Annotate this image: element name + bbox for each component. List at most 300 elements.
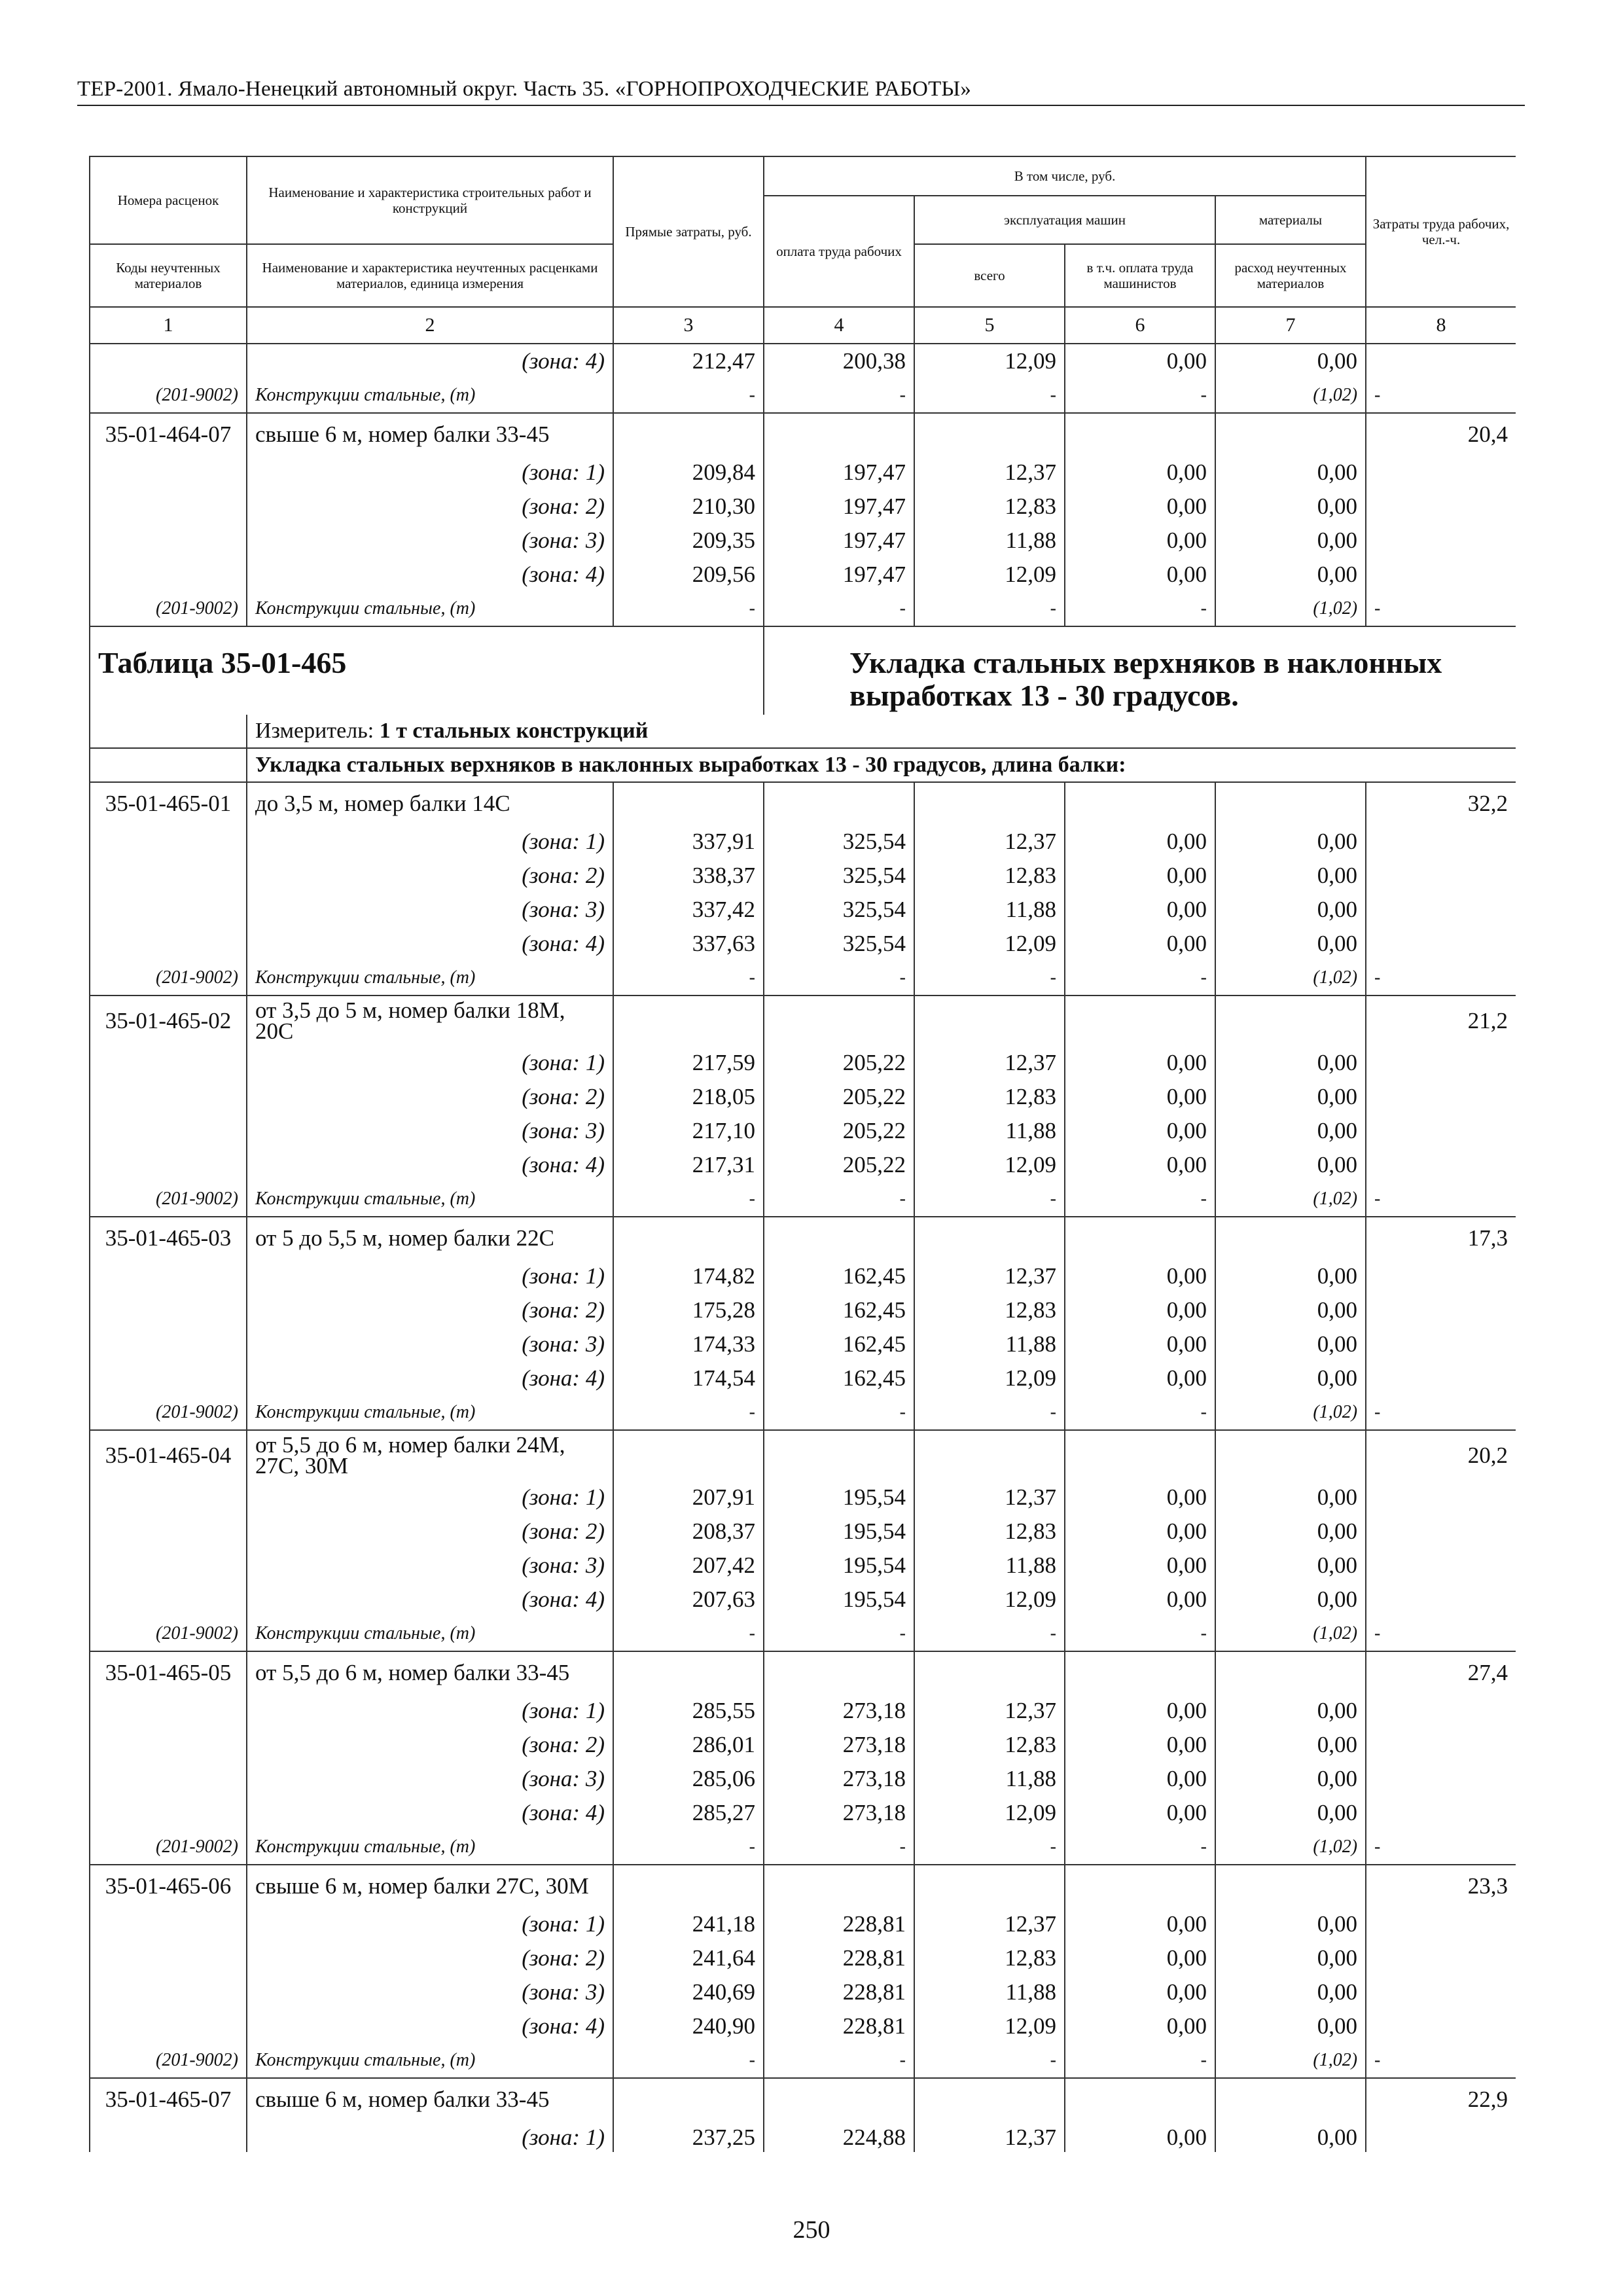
zone-row [90,1327,1516,1361]
dash: - [764,592,914,626]
zone-row [90,1515,1516,1549]
material-row [90,1830,1516,1865]
machinist-pay: 0,00 [1065,825,1215,859]
col-head-kody: Коды неучтенных материалов [90,244,247,307]
material-name: Конструкции стальные, (т) [247,1182,613,1217]
entry-header-row [90,1865,1516,1907]
material-name: Конструкции стальные, (т) [247,961,613,996]
col-head-materialy: материалы [1215,196,1366,244]
zone-label: (зона: 1) [247,1480,613,1515]
direct-cost: 207,42 [613,1549,764,1583]
direct-cost: 207,63 [613,1583,764,1617]
machinist-pay: 0,00 [1065,1515,1215,1549]
material-qty: (1,02) [1215,1395,1366,1430]
zone-row [90,456,1516,490]
dash: - [764,1395,914,1430]
entry-header-row [90,2078,1516,2121]
measure-row [90,715,1516,748]
material-qty: (1,02) [1215,1830,1366,1865]
zone-row [90,1762,1516,1796]
material-qty: (1,02) [1215,378,1366,413]
machinist-pay: 0,00 [1065,1480,1215,1515]
dash: - [1065,592,1215,626]
material-name: Конструкции стальные, (т) [247,592,613,626]
zone-label: (зона: 1) [247,1046,613,1080]
labor-hours: 21,2 [1366,996,1516,1046]
dash: - [613,378,764,413]
direct-cost: 337,42 [613,893,764,927]
zone-label: (зона: 1) [247,2121,613,2152]
direct-cost: 174,82 [613,1259,764,1293]
direct-cost: 209,35 [613,524,764,558]
zone-row [90,1728,1516,1762]
material-code: (201-9002) [90,592,247,626]
labor-pay: 195,54 [764,1549,914,1583]
machinist-pay: 0,00 [1065,1907,1215,1941]
entry-header-row [90,1651,1516,1694]
direct-cost: 209,56 [613,558,764,592]
machinist-pay: 0,00 [1065,1114,1215,1148]
machinist-pay: 0,00 [1065,1796,1215,1830]
dash: - [613,592,764,626]
dash: - [1065,1395,1215,1430]
dash: - [613,1830,764,1865]
labor-pay: 197,47 [764,490,914,524]
dash: - [613,1395,764,1430]
labor-pay: 162,45 [764,1327,914,1361]
dash: - [1366,1830,1516,1865]
table-head [90,156,1516,344]
zone-label: (зона: 1) [247,1694,613,1728]
machinist-pay: 0,00 [1065,1549,1215,1583]
table-number: Таблица 35-01-465 [90,626,764,715]
rate-name: свыше 6 м, номер балки 33-45 [247,2078,613,2121]
labor-pay: 162,45 [764,1259,914,1293]
direct-cost: 217,10 [613,1114,764,1148]
direct-cost: 212,47 [613,344,764,378]
labor-pay: 205,22 [764,1148,914,1182]
labor-pay: 195,54 [764,1480,914,1515]
zone-label: (зона: 1) [247,825,613,859]
col-num: 1 [90,307,247,344]
material-row [90,1182,1516,1217]
material-row [90,2043,1516,2078]
rate-code: 35-01-464-07 [90,413,247,456]
col-num: 6 [1065,307,1215,344]
machinist-pay: 0,00 [1065,1046,1215,1080]
rate-name: от 3,5 до 5 м, номер балки 18М, 20С [247,996,613,1046]
direct-cost: 174,33 [613,1327,764,1361]
materials: 0,00 [1215,558,1366,592]
table-description: Укладка стальных верхняков в наклонных выработках 13 - 30 градусов. [764,626,1516,715]
dash: - [764,1182,914,1217]
col-head-zatraty: Затраты труда рабочих, чел.-ч. [1366,156,1516,307]
zone-row [90,1293,1516,1327]
section-title: Укладка стальных верхняков в наклонных выработках 13 - 30 градусов, длина балки: [247,748,1516,782]
zone-label: (зона: 2) [247,1293,613,1327]
material-code: (201-9002) [90,961,247,996]
dash: - [1366,1182,1516,1217]
rate-code: 35-01-465-04 [90,1430,247,1480]
dash: - [914,1830,1065,1865]
materials: 0,00 [1215,1515,1366,1549]
zone-label: (зона: 2) [247,490,613,524]
material-qty: (1,02) [1215,592,1366,626]
machine-total: 12,37 [914,2121,1065,2152]
direct-cost: 337,63 [613,927,764,961]
machine-total: 11,88 [914,1762,1065,1796]
machinist-pay: 0,00 [1065,1293,1215,1327]
rate-code: 35-01-465-06 [90,1865,247,1907]
machinist-pay: 0,00 [1065,2009,1215,2043]
section-title-row [90,748,1516,782]
col-num: 8 [1366,307,1516,344]
dash: - [764,1617,914,1651]
zone-label: (зона: 3) [247,893,613,927]
dash: - [764,961,914,996]
zone-label: (зона: 2) [247,859,613,893]
materials: 0,00 [1215,1259,1366,1293]
labor-pay: 162,45 [764,1293,914,1327]
direct-cost: 338,37 [613,859,764,893]
zone-row [90,1080,1516,1114]
materials: 0,00 [1215,1583,1366,1617]
material-qty: (1,02) [1215,2043,1366,2078]
machinist-pay: 0,00 [1065,1148,1215,1182]
dash: - [914,1182,1065,1217]
zone-label: (зона: 4) [247,1148,613,1182]
zone-label: (зона: 3) [247,1975,613,2009]
rate-code: 35-01-465-02 [90,996,247,1046]
measure-prefix: Измеритель: [255,719,374,743]
labor-pay: 325,54 [764,859,914,893]
zone-row [90,558,1516,592]
labor-hours: 27,4 [1366,1651,1516,1694]
entry-header-row [90,1430,1516,1480]
direct-cost: 240,90 [613,2009,764,2043]
machine-total: 12,09 [914,2009,1065,2043]
machine-total: 12,09 [914,1148,1065,1182]
zone-label: (зона: 4) [247,1583,613,1617]
zone-label: (зона: 1) [247,1907,613,1941]
col-num: 4 [764,307,914,344]
dash: - [914,378,1065,413]
zone-row [90,1583,1516,1617]
machine-total: 12,83 [914,1515,1065,1549]
material-name: Конструкции стальные, (т) [247,1830,613,1865]
materials: 0,00 [1215,1694,1366,1728]
dash: - [1366,961,1516,996]
zone-label: (зона: 2) [247,1728,613,1762]
material-qty: (1,02) [1215,961,1366,996]
dash: - [613,1182,764,1217]
materials: 0,00 [1215,893,1366,927]
machinist-pay: 0,00 [1065,1694,1215,1728]
labor-pay: 228,81 [764,2009,914,2043]
machinist-pay: 0,00 [1065,344,1215,378]
machinist-pay: 0,00 [1065,1327,1215,1361]
machinist-pay: 0,00 [1065,1080,1215,1114]
labor-pay: 205,22 [764,1114,914,1148]
zone-label: (зона: 4) [247,1361,613,1395]
zone-label: (зона: 4) [247,558,613,592]
material-qty: (1,02) [1215,1182,1366,1217]
materials: 0,00 [1215,1046,1366,1080]
dash: - [1065,961,1215,996]
dash: - [613,961,764,996]
materials: 0,00 [1215,1080,1366,1114]
zone-row [90,1046,1516,1080]
zone-row [90,927,1516,961]
labor-pay: 197,47 [764,558,914,592]
materials: 0,00 [1215,1114,1366,1148]
direct-cost: 286,01 [613,1728,764,1762]
col-num: 2 [247,307,613,344]
materials: 0,00 [1215,1293,1366,1327]
price-table [89,156,1516,2152]
material-qty: (1,02) [1215,1617,1366,1651]
col-head-naim2: Наименование и характеристика неучтенных расценками материалов, единица измерения [247,244,613,307]
materials: 0,00 [1215,1480,1366,1515]
dash: - [613,1617,764,1651]
col-head-v-tom-chisle: В том числе, руб. [764,156,1366,196]
col-num: 5 [914,307,1065,344]
col-head-naim: Наименование и характеристика строительных работ и конструкций [247,156,613,244]
machinist-pay: 0,00 [1065,558,1215,592]
zone-row [90,490,1516,524]
materials: 0,00 [1215,1327,1366,1361]
running-header: ТЕР-2001. Ямало-Ненецкий автономный округ. Часть 35. «ГОРНОПРОХОДЧЕСКИЕ РАБОТЫ» [77,77,972,101]
labor-pay: 273,18 [764,1762,914,1796]
zone-row [90,1480,1516,1515]
labor-hours: 23,3 [1366,1865,1516,1907]
dash: - [764,2043,914,2078]
col-head-nomera: Номера расценок [90,156,247,244]
direct-cost: 241,18 [613,1907,764,1941]
machinist-pay: 0,00 [1065,1728,1215,1762]
entry-header-row [90,413,1516,456]
material-row [90,378,1516,413]
labor-pay: 228,81 [764,1941,914,1975]
materials: 0,00 [1215,490,1366,524]
dash: - [613,2043,764,2078]
zone-label: (зона: 4) [247,344,613,378]
zone-label: (зона: 3) [247,1549,613,1583]
direct-cost: 217,59 [613,1046,764,1080]
zone-label: (зона: 1) [247,1259,613,1293]
materials: 0,00 [1215,1796,1366,1830]
zone-label: (зона: 4) [247,927,613,961]
direct-cost: 337,91 [613,825,764,859]
material-row [90,592,1516,626]
machine-total: 11,88 [914,893,1065,927]
machine-total: 12,83 [914,859,1065,893]
material-code: (201-9002) [90,2043,247,2078]
materials: 0,00 [1215,1762,1366,1796]
materials: 0,00 [1215,1361,1366,1395]
machine-total: 11,88 [914,1114,1065,1148]
zone-row [90,1361,1516,1395]
direct-cost: 218,05 [613,1080,764,1114]
labor-pay: 162,45 [764,1361,914,1395]
zone-row [90,1907,1516,1941]
labor-hours: 17,3 [1366,1217,1516,1259]
direct-cost: 175,28 [613,1293,764,1327]
machine-total: 12,37 [914,456,1065,490]
materials: 0,00 [1215,1975,1366,2009]
table-title-row [90,626,1516,715]
rate-name: свыше 6 м, номер балки 27С, 30М [247,1865,613,1907]
machine-total: 12,37 [914,825,1065,859]
labor-pay: 228,81 [764,1975,914,2009]
machinist-pay: 0,00 [1065,1361,1215,1395]
machine-total: 12,37 [914,1907,1065,1941]
rate-name: свыше 6 м, номер балки 33-45 [247,413,613,456]
col-head-vsego: всего [914,244,1065,307]
machinist-pay: 0,00 [1065,1259,1215,1293]
measure-line [247,715,1516,748]
dash: - [1366,2043,1516,2078]
zone-row [90,1975,1516,2009]
labor-pay: 325,54 [764,927,914,961]
zone-label: (зона: 3) [247,1327,613,1361]
price-table-container [89,156,1516,2152]
direct-cost: 209,84 [613,456,764,490]
zone-label: (зона: 2) [247,1080,613,1114]
table-body [90,344,1516,2152]
dash: - [914,1617,1065,1651]
material-name: Конструкции стальные, (т) [247,378,613,413]
entry-header-row [90,996,1516,1046]
machinist-pay: 0,00 [1065,1975,1215,2009]
direct-cost: 285,55 [613,1694,764,1728]
machine-total: 12,83 [914,490,1065,524]
material-code: (201-9002) [90,1830,247,1865]
machine-total: 12,83 [914,1293,1065,1327]
dash: - [1366,1395,1516,1430]
zone-row [90,1694,1516,1728]
machine-total: 12,83 [914,1728,1065,1762]
col-head-ekspl: эксплуатация машин [914,196,1215,244]
machinist-pay: 0,00 [1065,859,1215,893]
dash: - [1065,1182,1215,1217]
machinist-pay: 0,00 [1065,490,1215,524]
direct-cost: 174,54 [613,1361,764,1395]
col-num: 3 [613,307,764,344]
direct-cost: 217,31 [613,1148,764,1182]
machine-total: 12,37 [914,1046,1065,1080]
zone-label: (зона: 3) [247,1762,613,1796]
direct-cost: 210,30 [613,490,764,524]
machinist-pay: 0,00 [1065,524,1215,558]
machinist-pay: 0,00 [1065,1941,1215,1975]
material-code: (201-9002) [90,1182,247,1217]
machine-total: 12,09 [914,1583,1065,1617]
zone-row [90,893,1516,927]
col-head-rashod: расход неучтенных материалов [1215,244,1366,307]
labor-pay: 197,47 [764,524,914,558]
col-num: 7 [1215,307,1366,344]
measure-unit: 1 т стальных конструкций [379,719,649,743]
machine-total: 11,88 [914,1327,1065,1361]
machine-total: 12,09 [914,1796,1065,1830]
page-number: 250 [793,2216,830,2244]
materials: 0,00 [1215,2009,1366,2043]
material-name: Конструкции стальные, (т) [247,2043,613,2078]
labor-pay: 325,54 [764,893,914,927]
labor-pay: 205,22 [764,1046,914,1080]
materials: 0,00 [1215,2121,1366,2152]
dash: - [764,1830,914,1865]
zone-label: (зона: 3) [247,1114,613,1148]
machine-total: 12,37 [914,1694,1065,1728]
materials: 0,00 [1215,1728,1366,1762]
machine-total: 12,09 [914,344,1065,378]
zone-row [90,1796,1516,1830]
material-row [90,961,1516,996]
labor-pay: 197,47 [764,456,914,490]
rate-code: 35-01-465-03 [90,1217,247,1259]
direct-cost: 285,06 [613,1762,764,1796]
materials: 0,00 [1215,344,1366,378]
rate-name: от 5,5 до 6 м, номер балки 33-45 [247,1651,613,1694]
materials: 0,00 [1215,1941,1366,1975]
machine-total: 12,09 [914,927,1065,961]
direct-cost: 237,25 [613,2121,764,2152]
dash: - [914,2043,1065,2078]
material-row [90,1617,1516,1651]
rate-name: до 3,5 м, номер балки 14С [247,782,613,825]
col-head-vtch: в т.ч. оплата труда машинистов [1065,244,1215,307]
labor-pay: 273,18 [764,1728,914,1762]
material-code: (201-9002) [90,1395,247,1430]
zone-row [90,825,1516,859]
zone-row [90,1148,1516,1182]
materials: 0,00 [1215,825,1366,859]
machine-total: 12,37 [914,1480,1065,1515]
dash: - [1366,378,1516,413]
machine-total: 11,88 [914,1549,1065,1583]
dash: - [914,592,1065,626]
zone-label: (зона: 1) [247,456,613,490]
machine-total: 12,37 [914,1259,1065,1293]
zone-row [90,1259,1516,1293]
material-row [90,1395,1516,1430]
zone-label: (зона: 2) [247,1515,613,1549]
entry-header-row [90,1217,1516,1259]
machinist-pay: 0,00 [1065,2121,1215,2152]
labor-pay: 195,54 [764,1515,914,1549]
zone-row [90,1941,1516,1975]
zone-label: (зона: 2) [247,1941,613,1975]
dash: - [1065,2043,1215,2078]
machine-total: 11,88 [914,1975,1065,2009]
material-code: (201-9002) [90,378,247,413]
dash: - [1366,592,1516,626]
labor-pay: 224,88 [764,2121,914,2152]
labor-pay: 228,81 [764,1907,914,1941]
machinist-pay: 0,00 [1065,927,1215,961]
dash: - [1065,1617,1215,1651]
labor-pay: 273,18 [764,1694,914,1728]
dash: - [914,961,1065,996]
machinist-pay: 0,00 [1065,456,1215,490]
zone-row [90,1549,1516,1583]
dash: - [914,1395,1065,1430]
zone-label: (зона: 4) [247,2009,613,2043]
machine-total: 12,09 [914,558,1065,592]
dash: - [1065,378,1215,413]
